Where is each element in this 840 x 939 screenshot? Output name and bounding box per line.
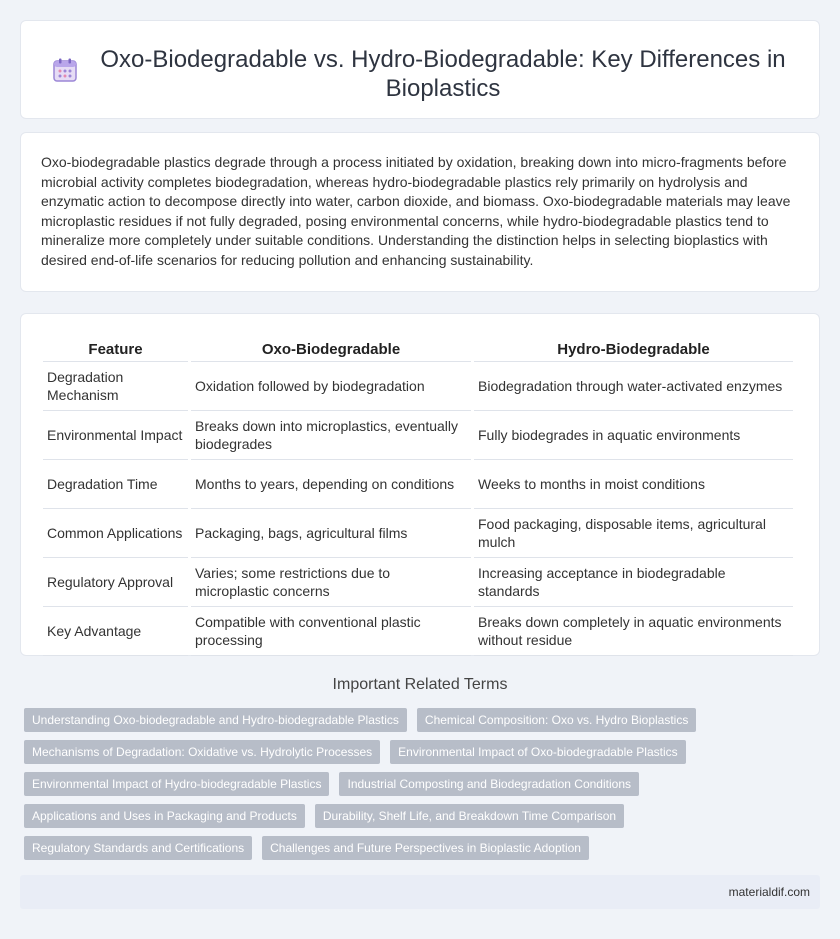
related-tag[interactable]: Industrial Composting and Biodegradation Conditions: [339, 772, 639, 796]
row-feature: Degradation Time: [43, 460, 188, 509]
row-oxo: Oxidation followed by biodegradation: [191, 362, 471, 411]
table-row: [43, 558, 793, 607]
related-terms-heading: Important Related Terms: [332, 676, 508, 693]
table-row: [43, 460, 793, 509]
table-row: [43, 509, 793, 558]
footer-site-link[interactable]: materialdif.com: [728, 885, 810, 899]
row-hydro: Breaks down completely in aquatic environments without residue: [474, 607, 793, 656]
row-feature: Common Applications: [43, 509, 188, 558]
row-oxo: Packaging, bags, agricultural films: [191, 509, 471, 558]
table-row: [43, 607, 793, 656]
row-hydro: Increasing acceptance in biodegradable standards: [474, 558, 793, 607]
header-feature: Feature: [43, 332, 188, 362]
intro-card: [20, 132, 820, 292]
comparison-table: [40, 332, 796, 656]
related-tag[interactable]: Chemical Composition: Oxo vs. Hydro Bioplastics: [417, 708, 696, 732]
row-feature: Environmental Impact: [43, 411, 188, 460]
table-row: [43, 362, 793, 411]
page-title: Oxo-Biodegradable vs. Hydro-Biodegradable: Key Differences in Bioplastics: [100, 46, 786, 102]
related-tag[interactable]: Challenges and Future Perspectives in Bioplastic Adoption: [262, 836, 589, 860]
header-hydro: Hydro-Biodegradable: [474, 332, 793, 362]
row-oxo: Compatible with conventional plastic processing: [191, 607, 471, 656]
intro-paragraph: Oxo-biodegradable plastics degrade through a process initiated by oxidation, breaking down into micro-fragments before microbial activity completes biodegradation, whereas hydro-biodegradable plastics rely primarily on hydrolysis and enzymatic action to decompose directly into water, carbon dioxide, and biomass. Oxo-biodegradable materials may leave microplastic residues if not fully degraded, posing environmental concerns, while hydro-biodegradable plastics tend to mineralize more completely under suitable conditions. Understanding the distinction helps in selecting bioplastics with desired end-of-life scenarios for reducing pollution and enhancing sustainability.: [41, 154, 791, 268]
row-hydro: Food packaging, disposable items, agricultural mulch: [474, 509, 793, 558]
row-hydro: Fully biodegrades in aquatic environments: [474, 411, 793, 460]
header-oxo: Oxo-Biodegradable: [191, 332, 471, 362]
row-feature: Regulatory Approval: [43, 558, 188, 607]
comparison-table-card: [20, 313, 820, 656]
related-tag[interactable]: Understanding Oxo-biodegradable and Hydro-biodegradable Plastics: [24, 708, 407, 732]
row-oxo: Breaks down into microplastics, eventually biodegrades: [191, 411, 471, 460]
calendar-icon: [52, 57, 78, 83]
related-terms-tags: [24, 708, 824, 868]
related-tag[interactable]: Mechanisms of Degradation: Oxidative vs. Hydrolytic Processes: [24, 740, 380, 764]
related-tag[interactable]: Environmental Impact of Oxo-biodegradable Plastics: [390, 740, 685, 764]
row-hydro: Weeks to months in moist conditions: [474, 460, 793, 509]
header-card: [20, 20, 820, 119]
footer: [20, 875, 820, 909]
row-oxo: Months to years, depending on conditions: [191, 460, 471, 509]
table-row: [43, 411, 793, 460]
related-tag[interactable]: Regulatory Standards and Certifications: [24, 836, 252, 860]
row-feature: Key Advantage: [43, 607, 188, 656]
row-feature: Degradation Mechanism: [43, 362, 188, 411]
row-oxo: Varies; some restrictions due to microplastic concerns: [191, 558, 471, 607]
related-tag[interactable]: Durability, Shelf Life, and Breakdown Time Comparison: [315, 804, 624, 828]
related-tag[interactable]: Environmental Impact of Hydro-biodegradable Plastics: [24, 772, 329, 796]
row-hydro: Biodegradation through water-activated enzymes: [474, 362, 793, 411]
table-header-row: [43, 332, 793, 362]
related-tag[interactable]: Applications and Uses in Packaging and Products: [24, 804, 305, 828]
